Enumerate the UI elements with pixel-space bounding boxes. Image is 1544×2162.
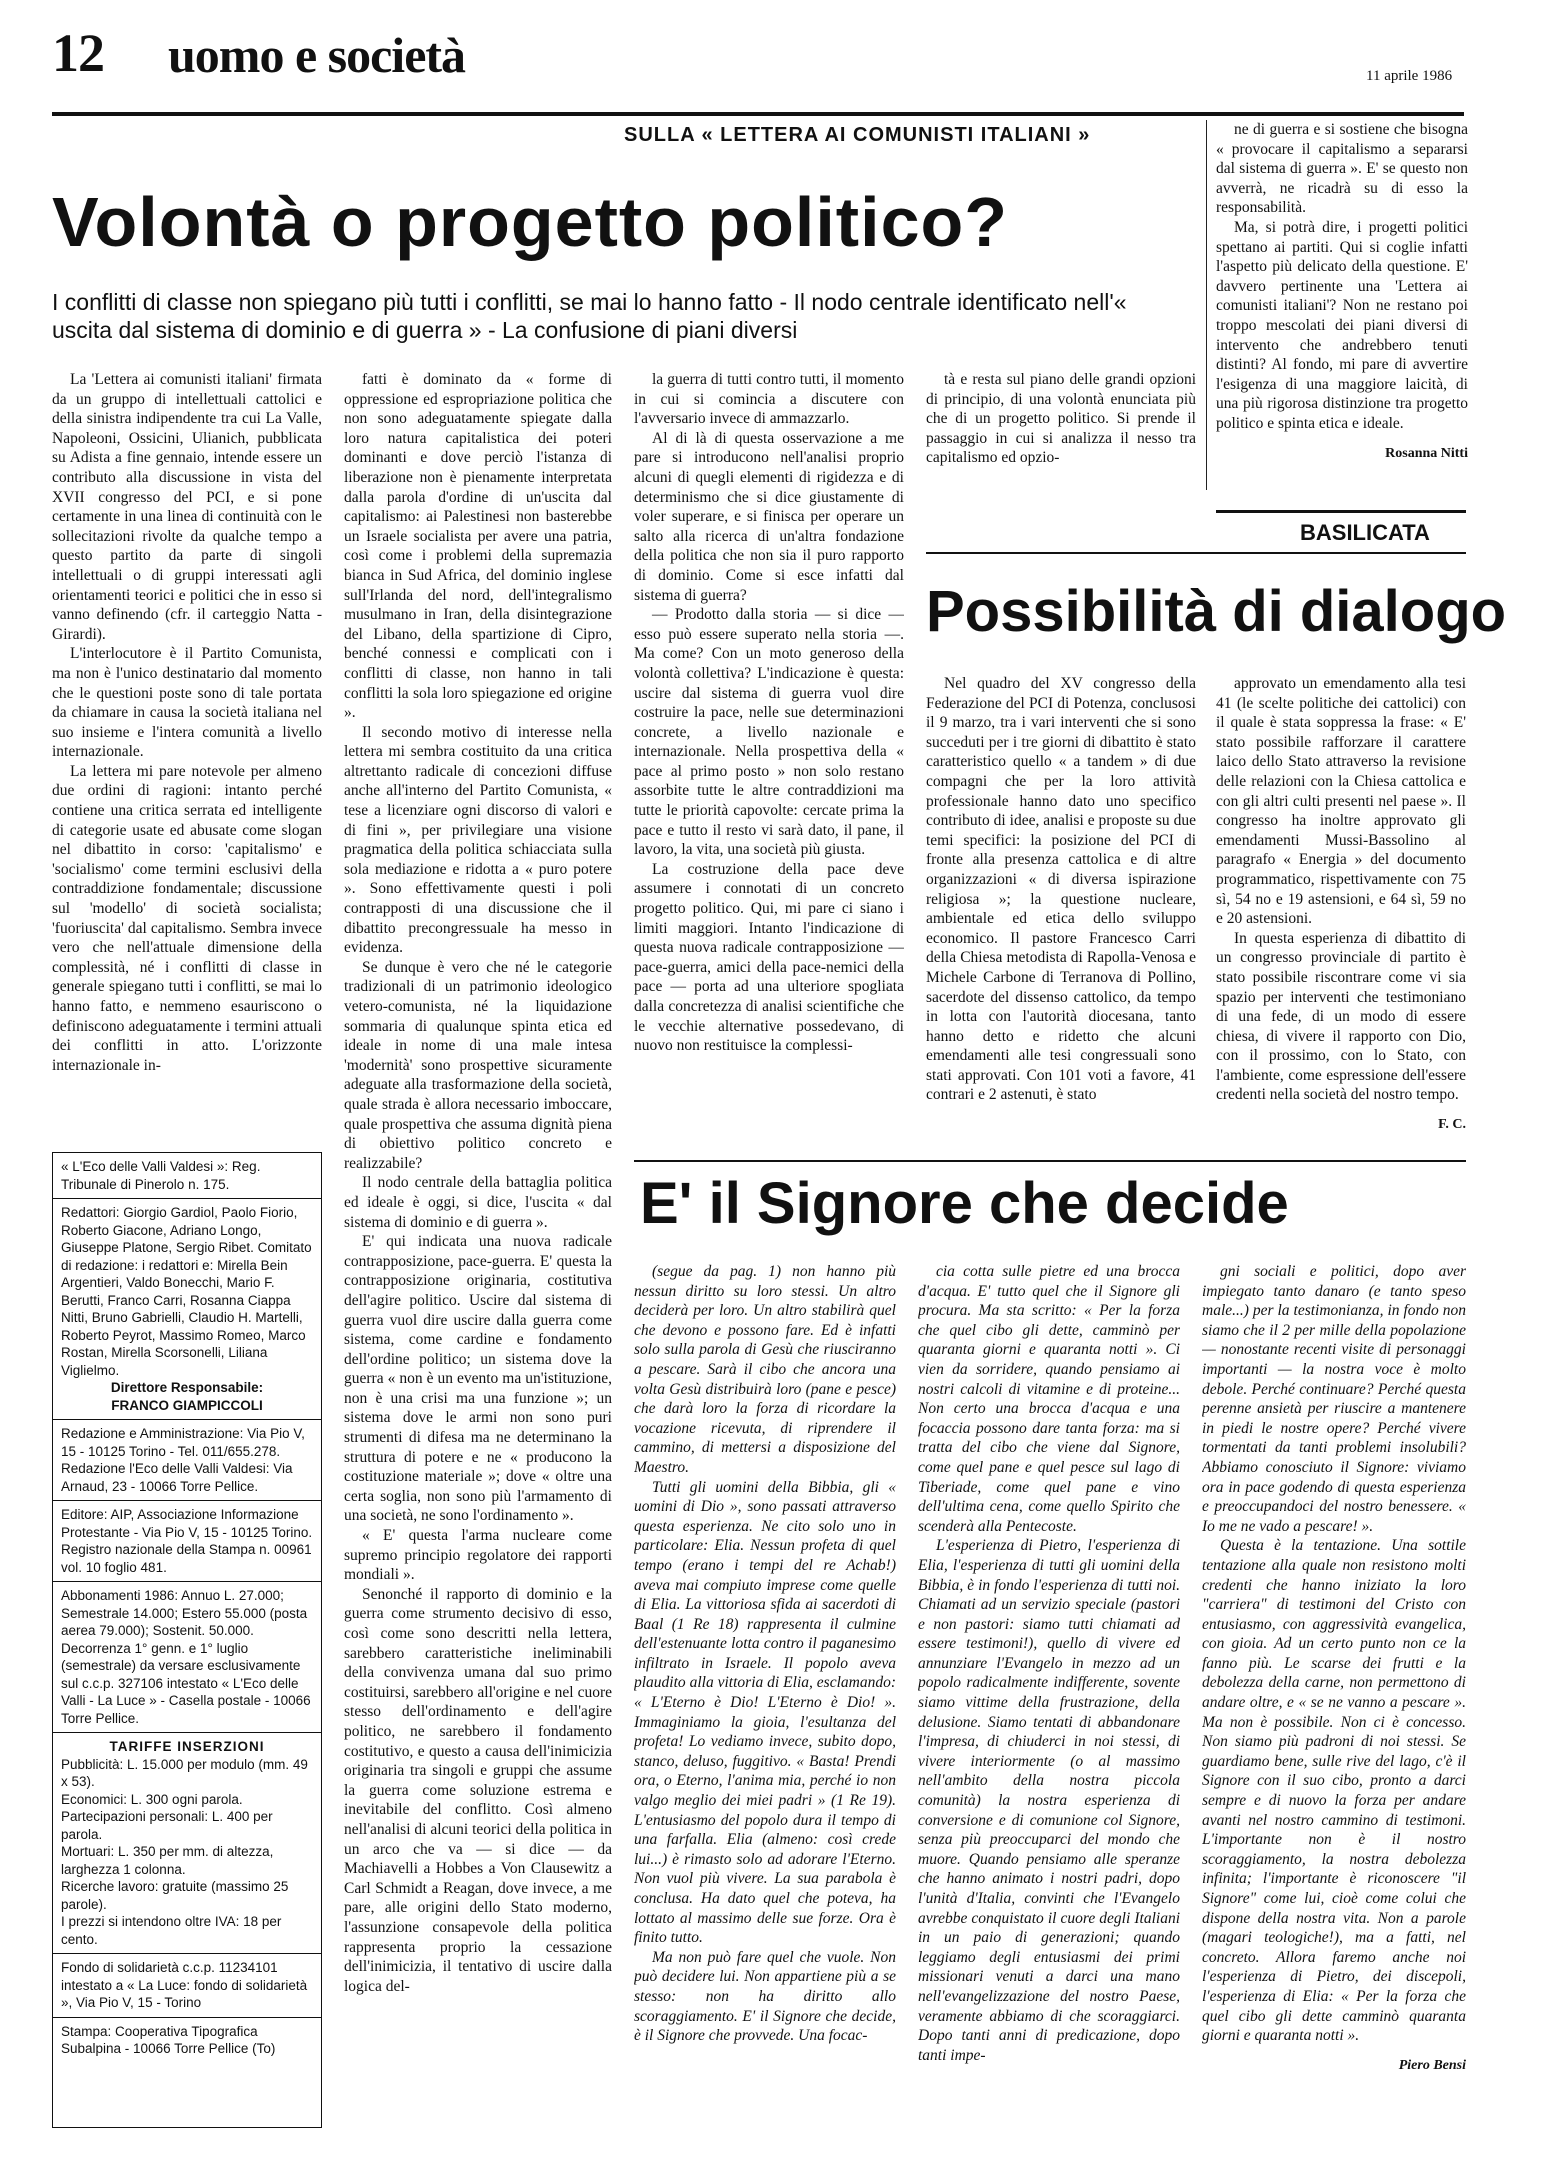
colophon-fund: Fondo di solidarietà c.c.p. 11234101 intestato a « La Luce: fondo di solidarietà », Via Pio V, 15 - Torino bbox=[53, 1954, 321, 2018]
director-label: Direttore Responsabile: bbox=[110, 1380, 264, 1395]
article1-column-2 bbox=[344, 370, 612, 2162]
colophon-subscriptions: Abbonamenti 1986: Annuo L. 27.000; Semestrale 14.000; Estero 55.000 (posta aerea 79.000); Sostenit. 50.000. Decorrenza 1° genn. e 1° luglio (semestrale) da versare esclusivamente sul c.c.p. 327106 intestato « L'Eco delle Valli - La Luce » - Casella postale - 10066 Torre Pellice. bbox=[53, 1582, 321, 1733]
article2-signature: F. C. bbox=[1438, 1117, 1466, 1133]
paragraph: La 'Lettera ai comunisti italiani' firmata da un gruppo di intellettuali cattolici e della sinistra indipendente tra cui La Valle, Napoleoni, Ossicini, Ulianich, pubblicata su Adista a fine gennaio, intende essere un contributo alla discussione in vista del XVII congresso del PCI, e si pone certamente in una linea di continuità con le sollecitazioni rivolte da qualche tempo a questo partito da parte di singoli intellettuali o di gruppi interessati agli orientamenti teorici e politici che in esso si vanno definendo (cfr. il carteggio Natta - Girardi). bbox=[52, 371, 322, 643]
rate-item: Economici: L. 300 ogni parola. bbox=[61, 1791, 243, 1807]
article3-column-1 bbox=[634, 1262, 896, 2152]
paragraph: Al di là di questa osservazione a me pare si introducono nell'analisi proprio alcuni di quegli elementi di rigidezza e di determinismo che si dice giustamente di voler superare, e si finisca per operare un salto alla ricerca di un'altra fondazione della politica che non sia il puro rapporto di dominio. Come si esce infatti dal sistema di guerra? bbox=[634, 429, 904, 604]
paragraph: L'interlocutore è il Partito Comunista, ma non è l'unico destinatario dal momento che le questioni poste sono di tale portata da chiamare in causa la società italiana nel suo insieme e l'intera comunità a livello internazionale. bbox=[52, 645, 322, 761]
paragraph: Se dunque è vero che né le categorie tradizionali di un patrimonio ideologico vetero-comunista, né la liquidazione sommaria di qualunque spinta etica ed ideale in nome di una male intesa 'modernità' sono prospettive sicuramente adeguate alla trasformazione della società, quale strada è allora necessario imboccare, quale prospettiva che assuma dignità piena di obiettivo politico concreto e realizzabile? bbox=[344, 958, 612, 1172]
article2-kicker: BASILICATA bbox=[1300, 520, 1430, 545]
page-number: 12 bbox=[52, 23, 104, 83]
colophon-printer: Stampa: Cooperativa Tipografica Subalpina - 10066 Torre Pellice (To) bbox=[61, 2023, 276, 2056]
paragraph: La costruzione della pace deve assumere i connotati di un concreto progetto politico. Qui, mi pare ci siano i limiti maggiori. Intanto l'indicazione di questa nuova radicale contrapposizione — pace-guerra, amici della pace-nemici della pace — porta ad una ulteriore spogliata dalla concretezza di analisi scientifiche che le vecchie alternative possedevano, di nuovo non restituisce la complessi- bbox=[634, 860, 904, 1055]
article2-column-2 bbox=[1216, 674, 1466, 1148]
article1-column-5 bbox=[1216, 120, 1468, 488]
article2-title: Possibilità di dialogo bbox=[926, 579, 1507, 644]
colophon-rates bbox=[53, 1733, 321, 1954]
paragraph: « E' questa l'arma nucleare come supremo principio regolatore dei rapporti mondiali ». bbox=[344, 1527, 612, 1584]
paragraph: approvato un emendamento alla tesi 41 (le scelte politiche dei cattolici) con il quale è stata soppressa la frase: « E' stato possibile rafforzare il carattere laico dello Stato attraverso la revisione delle relazioni con la Chiesa cattolica e con gli altri culti presenti nel paese ». Il congresso ha inoltre approvato gli emendamenti Mussi-Bassolino al paragrafo « Energia » del documento programmatico, rispettivamente con 75 sì, 54 no e 19 astensioni, e 64 sì, 59 no e 20 astensioni. bbox=[1216, 675, 1466, 928]
article1-column-4 bbox=[926, 370, 1196, 497]
rates-title: TARIFFE INSERZIONI bbox=[109, 1739, 265, 1754]
paragraph: ne di guerra e si sostiene che bisogna « provocare il capitalismo a separarsi dal sistema di guerra ». E' se questo non avverrà, ne ricadrà su di esso la responsabilità. bbox=[1216, 121, 1468, 217]
paragraph: Tutti gli uomini della Bibbia, gli « uomini di Dio », sono passati attraverso questa esperienza. Ne cito solo uno in particolare: Elia. Nessun profeta di quel tempo (erano i tempi del re Achab!) aveva mai compiuto imprese come quelle di Elia. La vittoriosa sfida ai sacerdoti di Baal (1 Re 18) rappresenta il culmine dell'estenuante lotta contro il paganesimo infiltrato in Israele. Il popolo aveva plaudito alla vittoria di Elia, esclamando: « L'Eterno è Dio! L'Eterno è Dio! ». Immaginiamo la gioia, l'esultanza del profeta! Lo vediamo invece, subito dopo, stanco, deluso, fuggitivo. « Basta! Prendi ora, o Eterno, l'anima mia, perché io non valgo meglio dei miei padri » (1 Re 19). L'entusiasmo del popolo dura il tempo di una farfalla. Elia (almeno: così crede lui...) è rimasto solo ad adorare l'Eterno. Non vuol più vivere. La sua parabola è conclusa. Ha dato quel che poteva, ha lottato al massimo delle sue forze. Ora è finito tutto. bbox=[634, 1478, 896, 1947]
paragraph: Questa è la tentazione. Una sottile tentazione alla quale non resistono molti credenti che hanno iniziato la loro "carriera" di testimoni del Cristo con entusiasmo, con aggressività evangelica, con gioia. Ad un certo punto non ce la fanno più. Le scarse dei frutti e la debolezza della carne, non permettono di andare oltre, e « se ne vanno a pescare ». Ma non è possibile. Non ci è concesso. Non siamo più padroni di noi stessi. Se guardiamo bene, sulle rive del lago, c'è il Signore con il suo cibo, pronto a darci sempre e di nuovo la forza per andare avanti nel nostro cammino di testimoni. L'importante non è il nostro scoraggiamento, la nostra debolezza infinita; l'importante è riconoscere "il Signore" come lui, cioè come colui che dispone della nostra vita. Non a parole (magari teologiche!), ma a fatti, nel concreto. Allora faremo anche noi l'esperienza di Pietro, dei discepoli, l'esperienza di Elia: « Per la forza che quel cibo gli dette camminò quaranta giorni e quaranta notti ». bbox=[1202, 1537, 1466, 2045]
article1-title: Volontà o progetto politico? bbox=[52, 183, 1009, 261]
article1-column-3 bbox=[634, 370, 904, 1148]
paragraph: L'esperienza di Pietro, l'esperienza di Elia, l'esperienza di tutti gli uomini della Bibbia, è in fondo l'esperienza di tutti noi. Chiamati ad un servizio speciale (pastori e non pastori: siamo tutti chiamati ad essere testimoni!), quello di vivere ed annunziare l'Evangelo in mezzo ad un popolo radicalmente indifferente, sovente siamo vittime della frustrazione, della delusione. Siamo tentati di abbandonare l'impresa, di chiuderci in noi stessi, di vivere interiormente (o al massimo nell'ambito della nostra piccola comunità) la nostra esperienza di conversione e di comunione col Signore, senza più preoccuparci del mondo che muore. Quando pensiamo alle speranze che hanno animato i nostri padri, dopo l'unità d'Italia, convinti che l'Evangelo avrebbe conquistato il cuore degli Italiani in un paio di generazioni; quando leggiamo degli entusiasmi dei primi missionari venuti a darci una mano nell'evangelizzazione del nostro Paese, veramente abbiamo di che scoraggiarci. Dopo tanti anni di predicazione, dopo tanti impe- bbox=[918, 1537, 1180, 2064]
editors-list: Redattori: Giorgio Gardiol, Paolo Fiorio, Roberto Giacone, Adriano Longo, Giuseppe Platone, Sergio Ribet. Comitato di redazione: i redattori e: Mirella Bein Argentieri, Valdo Bonecchi, Mario F. Berutti, Franco Carri, Rosanna Ciappa Nitti, Bruno Gabrielli, Claudio H. Martelli, Roberto Peyrot, Massimo Romeo, Marco Rostan, Mirella Scorsonelli, Liliana Viglielmo. bbox=[61, 1205, 312, 1378]
paragraph: gni sociali e politici, dopo aver impiegato tanto danaro (e tanto speso male...) per la testimonianza, in fondo non siamo che il 2 per mille della popolazione — nonostante recenti visite di personaggi importanti — la nostra voce è molto debole. Perché continuare? Perché questa perenne ansietà per riuscire a mantenere in piedi le nostre opere? Perché vivere tormentati da tanti problemi insolubili? Abbiamo conosciuto il Signore: viviamo ora in pace godendo di questa esperienza e preoccupandoci del nostro benessere. « Io me ne vado a pescare! ». bbox=[1202, 1263, 1466, 1535]
paragraph: La lettera mi pare notevole per almeno due ordini di ragioni: intanto perché contiene una critica serrata ed intelligente di categorie usate ed abusate come slogan nel dibattito in corso: 'capitalismo' e 'socialismo' come termini esclusivi della contraddizione fondamentale; discussione sul 'modello' di società socialista; 'fuoriuscita' dal capitalismo. Sembra invece vero che nell'attuale dimensione della complessità, né i conflitti di classe in generale spiegano tutti i conflitti, se mai lo hanno fatto, e nemmeno esauriscono o definiscono adeguatamente i termini attuali dei conflitti in atto. L'orizzonte internazionale in- bbox=[52, 762, 322, 1074]
paragraph: Il nodo centrale della battaglia politica ed ideale è oggi, si dice, l'uscita « dal sistema di dominio e di guerra ». bbox=[344, 1174, 612, 1231]
paragraph: cia cotta sulle pietre ed una brocca d'acqua. E' tutto quel che il Signore gli procura. Ma sta scritto: « Per la forza che quel cibo gli dette, camminò per quaranta giorni e quaranta notti ». Ci vien da sorridere, quando pensiamo ai nostri calcoli di vitamine e di proteine... Non certo una brocca d'acqua e una focaccia possono dare tanta forza: ma si tratta del cibo che viene dal Signore, come quel pane e quel pesce sul lago di Tiberiade, come quel pane e vino dell'ultima cena, come quello Spirito che scenderà alla Pentecoste. bbox=[918, 1263, 1180, 1535]
rate-item: Pubblicità: L. 15.000 per modulo (mm. 49 x 53). bbox=[61, 1756, 308, 1789]
colophon-publisher bbox=[53, 1501, 321, 1582]
issue-date: 11 aprile 1986 bbox=[1366, 68, 1453, 84]
eco-office: Redazione l'Eco delle Valli Valdesi: Via Arnaud, 23 - 10066 Torre Pellice. bbox=[61, 1461, 293, 1494]
paragraph: Ma non può fare quel che vuole. Non può decidere lui. Non appartiene più a se stesso: non ha diritto allo scoraggiamento. E' il Signore che decide, è il Signore che provvede. Una focac- bbox=[634, 1948, 896, 2045]
article1-subtitle: I conflitti di classe non spiegano più tutti i conflitti, se mai lo hanno fatto - Il nodo centrale identificato nell'« uscita dal sistema di dominio e di guerra » - La confusione di piani diversi bbox=[52, 289, 1127, 343]
article1-column-1 bbox=[52, 370, 322, 1140]
article1-kicker: SULLA « LETTERA AI COMUNISTI ITALIANI » bbox=[624, 124, 1091, 146]
section-title: uomo e società bbox=[168, 27, 466, 83]
paragraph: (segue da pag. 1) non hanno più nessun diritto su loro stessi. Un altro deciderà per loro. Un altro stabilirà quel che devono e possono fare. Ed è infatti solo sulla parola di Gesù che riusciranno a pescare. Sarà il cibo che ancora una volta Gesù distribuirà loro (pane e pesce) che darà loro la forza di ricordare la vocazione ricevuta, di riprendere il cammino, di mettersi a disposizione del Maestro. bbox=[634, 1263, 896, 1476]
press-registration: Registro nazionale della Stampa n. 00961 vol. 10 foglio 481. bbox=[61, 1542, 312, 1575]
paragraph: Il secondo motivo di interesse nella lettera mi sembra costituito da una critica altrettanto radicale di concezioni diffuse anche all'interno del Partito Comunista, « tese a licenziare ogni discorso di valori e di fini », per privilegiare una visione pragmatica della politica schiacciata sulla sola mediazione e ridotta a « puro potere ». Sono effettivamente questi i poli contrapposti di una discussione che il dibattito precongressuale ha messo in evidenza. bbox=[344, 723, 612, 957]
paragraph: tà e resta sul piano delle grandi opzioni di principio, di una volontà enunciata più che di un progetto politico. Si prende il passaggio in cui si analizza il nesso tra capitalismo ed opzio- bbox=[926, 371, 1196, 467]
article2-column-1 bbox=[926, 674, 1196, 1148]
rate-item: Ricerche lavoro: gratuite (massimo 25 parole). bbox=[61, 1879, 289, 1912]
paragraph: Senonché il rapporto di dominio e la guerra come strumento decisivo di esso, così come sono descritti nella lettera, sarebbero caratteristiche ineliminabili della convivenza umana dal suo primo costituirsi, sarebbero all'origine e nel cuore stesso dell'ordinamento e dell'agire politico, ne sarebbero il fondamento costitutivo, e questo a causa dell'inimicizia originaria tra singoli e gruppi che assume la guerra come soluzione estrema e inevitabile del conflitto. Così almeno nell'analisi di alcuni teorici della politica in un arco che va — si dice — da Machiavelli a Hobbes a Von Clausewitz a Carl Schmidt a Reagan, dove invece, a me pare, alle origini dello Stato moderno, l'assunzione consapevole della politica rappresenta proprio la cessazione dell'inimicizia, il tentativo di uscire dalla logica del- bbox=[344, 1585, 612, 1995]
article3-rule bbox=[634, 1160, 1466, 1162]
header-rule bbox=[52, 112, 1464, 116]
article3-title: E' il Signore che decide bbox=[640, 1171, 1289, 1236]
article2-top-rule bbox=[1216, 510, 1466, 513]
paragraph: E' qui indicata una nuova radicale contrapposizione, pace-guerra. E' questa la contrapposizione originaria, costitutiva dell'agire politico. Uscire dal sistema di guerra vuol dire uscire dalla guerra come sistema, come cardine e fondamento dell'ordine politico; un sistema dove la guerra « non è un evento ma un'istituzione, non è una crisi ma una funzione »; un sistema dove le armi non sono puri strumenti di difesa ma ne determinano la struttura di potere e ne « producono la costituzione materiale »; dove « oltre una certa soglia, non sono più l'armamento di una società, ne sono l'ordinamento ». bbox=[344, 1233, 612, 1525]
colophon-editors bbox=[53, 1199, 321, 1420]
rate-item: Mortuari: L. 350 per mm. di altezza, larghezza 1 colonna. bbox=[61, 1844, 274, 1877]
article2-rule bbox=[926, 552, 1466, 554]
paragraph: la guerra di tutti contro tutti, il momento in cui si comincia a discutere con l'avversario invece di ammazzarlo. bbox=[634, 371, 904, 428]
article3-column-3 bbox=[1202, 1262, 1466, 2162]
paragraph: fatti è dominato da « forme di oppressione ed espropriazione politica che non sono adeguatamente spiegate dalla loro natura capitalistica dei poteri dominanti e dove perciò l'istanza di liberazione non è pienamente interpretata dalla parola d'ordine di un'uscita dal capitalismo: ai Palestinesi non basterebbe un Israele socialista per avere una patria, così come i problemi della supremazia bianca in Sud Africa, del dominio inglese sull'Irlanda del nord, dell'integralismo musulmano in Iran, della disintegrazione del Libano, della spartizione di Cipro, benché connessi e complicati con i conflitti di classe, non hanno in tali conflitti la sola loro spiegazione ed origine ». bbox=[344, 371, 612, 722]
article3-signature: Piero Bensi bbox=[1398, 2057, 1466, 2073]
paragraph: Ma, si potrà dire, i progetti politici spettano ai partiti. Qui si coglie infatti l'aspetto più delicato della questione. E' davvero pertinente una 'Lettera ai comunisti italiani'? Non ne restano poi troppo mescolati dei piani diversi di intervento che andrebbero tenuti distinti? Al fondo, mi pare di avvertire l'esigenza di una maggiore laicità, di una più rigorosa distinzione tra progetto politico e spinta etica e ideale. bbox=[1216, 218, 1468, 432]
article1-signature: Rosanna Nitti bbox=[1385, 445, 1468, 461]
colophon-box bbox=[52, 1152, 322, 2128]
column-divider bbox=[1206, 120, 1207, 490]
admin-office: Redazione e Amministrazione: Via Pio V, 15 - 10125 Torino - Tel. 011/655.278. bbox=[61, 1426, 305, 1459]
rate-item: Partecipazioni personali: L. 400 per parola. bbox=[61, 1809, 273, 1842]
publisher: Editore: AIP, Associazione Informazione Protestante - Via Pio V, 15 - 10125 Torino. bbox=[61, 1507, 313, 1540]
paragraph: — Prodotto dalla storia — si dice — esso può essere superato nella storia —. Ma come? Con un moto generoso della volontà collettiva? L'indicazione è questa: uscire dal sistema di guerra vuol dire costruire la pace, nelle sue determinazioni concrete, a livello nazionale e internazionale. Nella prospettiva della « pace al primo posto » non solo restano assorbite tutte le altre contraddizioni ma tutte le priorità capovolte: cercate prima la pace e tutto il resto vi sarà dato, il pane, il lavoro, la vita, una società più giusta. bbox=[634, 606, 904, 859]
paragraph: Nel quadro del XV congresso della Federazione del PCI di Potenza, conclusosi il 9 marzo, tra i vari interventi che si sono succeduti per i tre giorni di dibattito è stato caratteristico quello « a tandem » di due compagni che per la loro attività professionale hanno dato uno specifico contributo di idee, analisi e proposte su due temi specifici: la posizione del PCI di fronte alla presenza cattolica e di altre organizzazioni « di diversa ispirazione religiosa »; la questione nucleare, ambientale ed etica dello sviluppo economico. Il pastore Francesco Carri della Chiesa metodista di Rapolla-Venosa e Michele Carbone di Terranova di Pollino, sacerdote del dissenso cattolico, da tempo in lotta con l'autorità diocesana, tanto hanno detto e ridetto che alcuni emendamenti alle tesi congressuali sono stati approvati. Con 101 voti a favore, 41 contrari e 2 astenuti, è stato bbox=[926, 675, 1196, 1104]
colophon-registration: « L'Eco delle Valli Valdesi »: Reg. Tribunale di Pinerolo n. 175. bbox=[53, 1153, 321, 1199]
paragraph: In questa esperienza di dibattito di un congresso provinciale di partito è stato possibile riscontrare come vi sia spazio per interventi che testimoniano di una fede, di un modo di essere chiesa, di vivere il rapporto con Dio, con il prossimo, con lo Stato, con l'ambiente, come espressione dell'essere credenti nella società del nostro tempo. bbox=[1216, 929, 1466, 1104]
colophon-offices bbox=[53, 1420, 321, 1501]
rate-item: I prezzi si intendono oltre IVA: 18 per cento. bbox=[61, 1914, 282, 1947]
article3-column-2 bbox=[918, 1262, 1180, 2152]
director-name: FRANCO GIAMPICCOLI bbox=[111, 1397, 263, 1413]
